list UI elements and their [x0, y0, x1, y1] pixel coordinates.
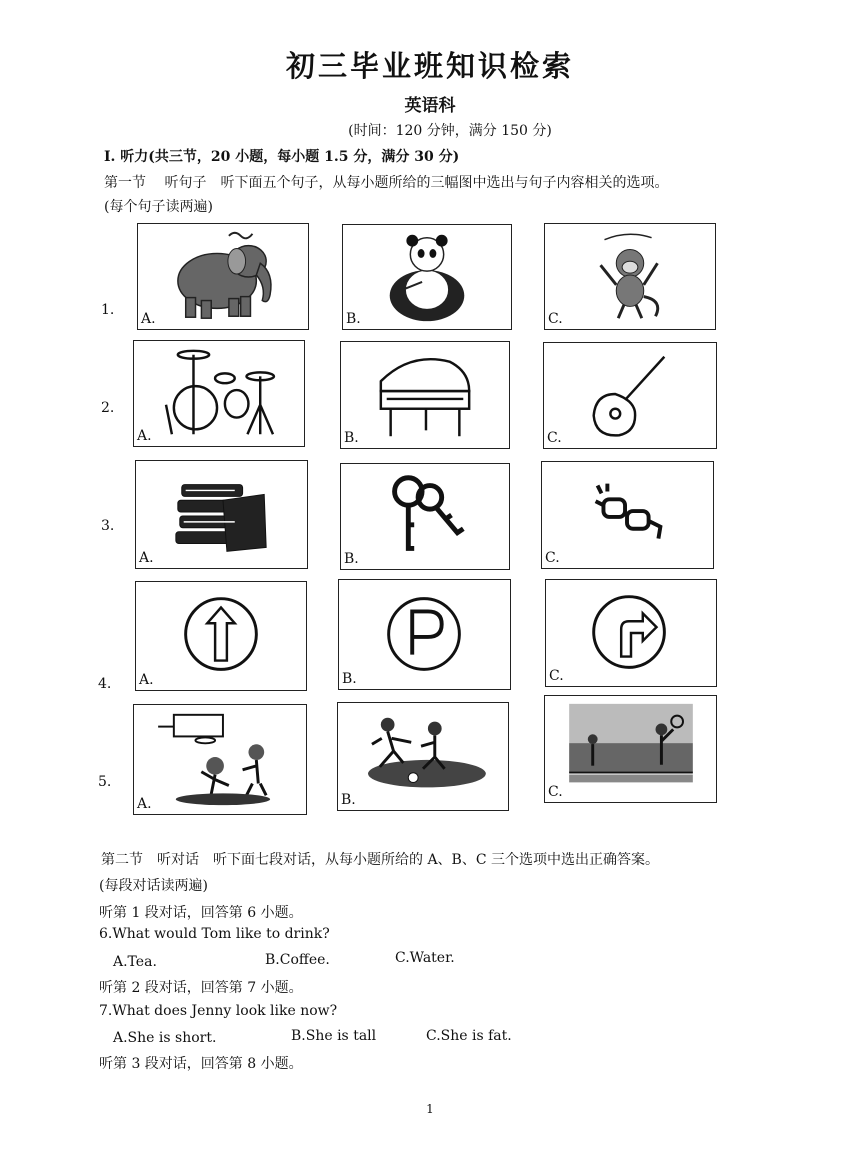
- dialog-prompt-3: 听第 3 段对话，回答第 8 小题。: [99, 1056, 303, 1072]
- part1-instruction: 第一节 听句子 听下面五个句子，从每小题所给的三幅图中选出与句子内容相关的选项。: [104, 175, 669, 191]
- option-letter: A.: [139, 672, 154, 688]
- option-box-2b[interactable]: [340, 341, 510, 449]
- page-title: 初三毕业班知识检索: [285, 49, 574, 83]
- question-number-2: 2.: [101, 400, 115, 416]
- monkey-icon: [545, 224, 715, 329]
- option-box-1c[interactable]: [544, 223, 716, 330]
- option-letter: A.: [141, 311, 156, 327]
- option-box-4b[interactable]: [338, 579, 511, 690]
- q6-option-c[interactable]: C.Water.: [395, 950, 455, 966]
- part2-note: (每段对话读两遍): [99, 878, 208, 894]
- option-box-3c[interactable]: [541, 461, 714, 569]
- part2-instruction: 第二节 听对话 听下面七段对话，从每小题所给的 A、B、C 三个选项中选出正确答案。: [101, 852, 660, 868]
- option-letter: C.: [548, 311, 563, 327]
- section-heading: I. 听力(共三节，20 小题，每小题 1.5 分，满分 30 分): [104, 149, 460, 165]
- option-box-1b[interactable]: [342, 224, 512, 330]
- q7-option-b[interactable]: B.She is tall: [291, 1028, 377, 1044]
- drum-kit-icon: [134, 341, 304, 446]
- option-letter: C.: [545, 550, 560, 566]
- option-box-4a[interactable]: [135, 581, 307, 691]
- panda-icon: [343, 225, 511, 329]
- question-number-1: 1.: [101, 302, 115, 318]
- question-number-5: 5.: [98, 774, 112, 790]
- elephant-icon: [138, 224, 308, 329]
- option-letter: A.: [137, 796, 152, 812]
- option-letter: A.: [137, 428, 152, 444]
- parking-sign-icon: [339, 580, 510, 689]
- dialog-prompt-1: 听第 1 段对话，回答第 6 小题。: [99, 905, 303, 921]
- option-letter: B.: [346, 311, 361, 327]
- option-box-4c[interactable]: [545, 579, 717, 687]
- option-letter: B.: [342, 671, 357, 687]
- books-icon: [136, 461, 307, 568]
- tennis-players-icon: [545, 696, 716, 802]
- option-box-2c[interactable]: [543, 342, 717, 449]
- option-letter: B.: [344, 551, 359, 567]
- question-number-3: 3.: [101, 518, 115, 534]
- option-letter: C.: [549, 668, 564, 684]
- soccer-players-icon: [338, 703, 508, 810]
- option-box-3b[interactable]: [340, 463, 510, 570]
- page-number: 1: [426, 1102, 434, 1116]
- option-letter: B.: [344, 430, 359, 446]
- option-box-5a[interactable]: [133, 704, 307, 815]
- time-info: (时间：120 分钟，满分 150 分): [348, 123, 552, 139]
- straight-arrow-sign-icon: [136, 582, 306, 690]
- option-letter: A.: [139, 550, 154, 566]
- option-box-5c[interactable]: [544, 695, 717, 803]
- option-box-3a[interactable]: [135, 460, 308, 569]
- basketball-players-icon: [134, 705, 306, 814]
- q6-option-b[interactable]: B.Coffee.: [265, 952, 330, 968]
- option-box-5b[interactable]: [337, 702, 509, 811]
- turn-right-sign-icon: [546, 580, 716, 686]
- option-letter: C.: [548, 784, 563, 800]
- option-box-1a[interactable]: [137, 223, 309, 330]
- guitar-icon: [544, 343, 716, 448]
- option-letter: B.: [341, 792, 356, 808]
- option-box-2a[interactable]: [133, 340, 305, 447]
- keys-icon: [341, 464, 509, 569]
- q7-option-a[interactable]: A.She is short.: [113, 1030, 217, 1046]
- question-number-4: 4.: [98, 676, 112, 692]
- piano-icon: [341, 342, 509, 448]
- part1-note: (每个句子读两遍): [104, 199, 213, 215]
- glasses-icon: [542, 462, 713, 568]
- question-6: 6.What would Tom like to drink?: [99, 926, 330, 942]
- option-letter: C.: [547, 430, 562, 446]
- question-7: 7.What does Jenny look like now?: [99, 1003, 338, 1019]
- q7-option-c[interactable]: C.She is fat.: [426, 1028, 512, 1044]
- subject-label: 英语科: [404, 96, 456, 116]
- dialog-prompt-2: 听第 2 段对话，回答第 7 小题。: [99, 980, 303, 996]
- q6-option-a[interactable]: A.Tea.: [113, 954, 157, 970]
